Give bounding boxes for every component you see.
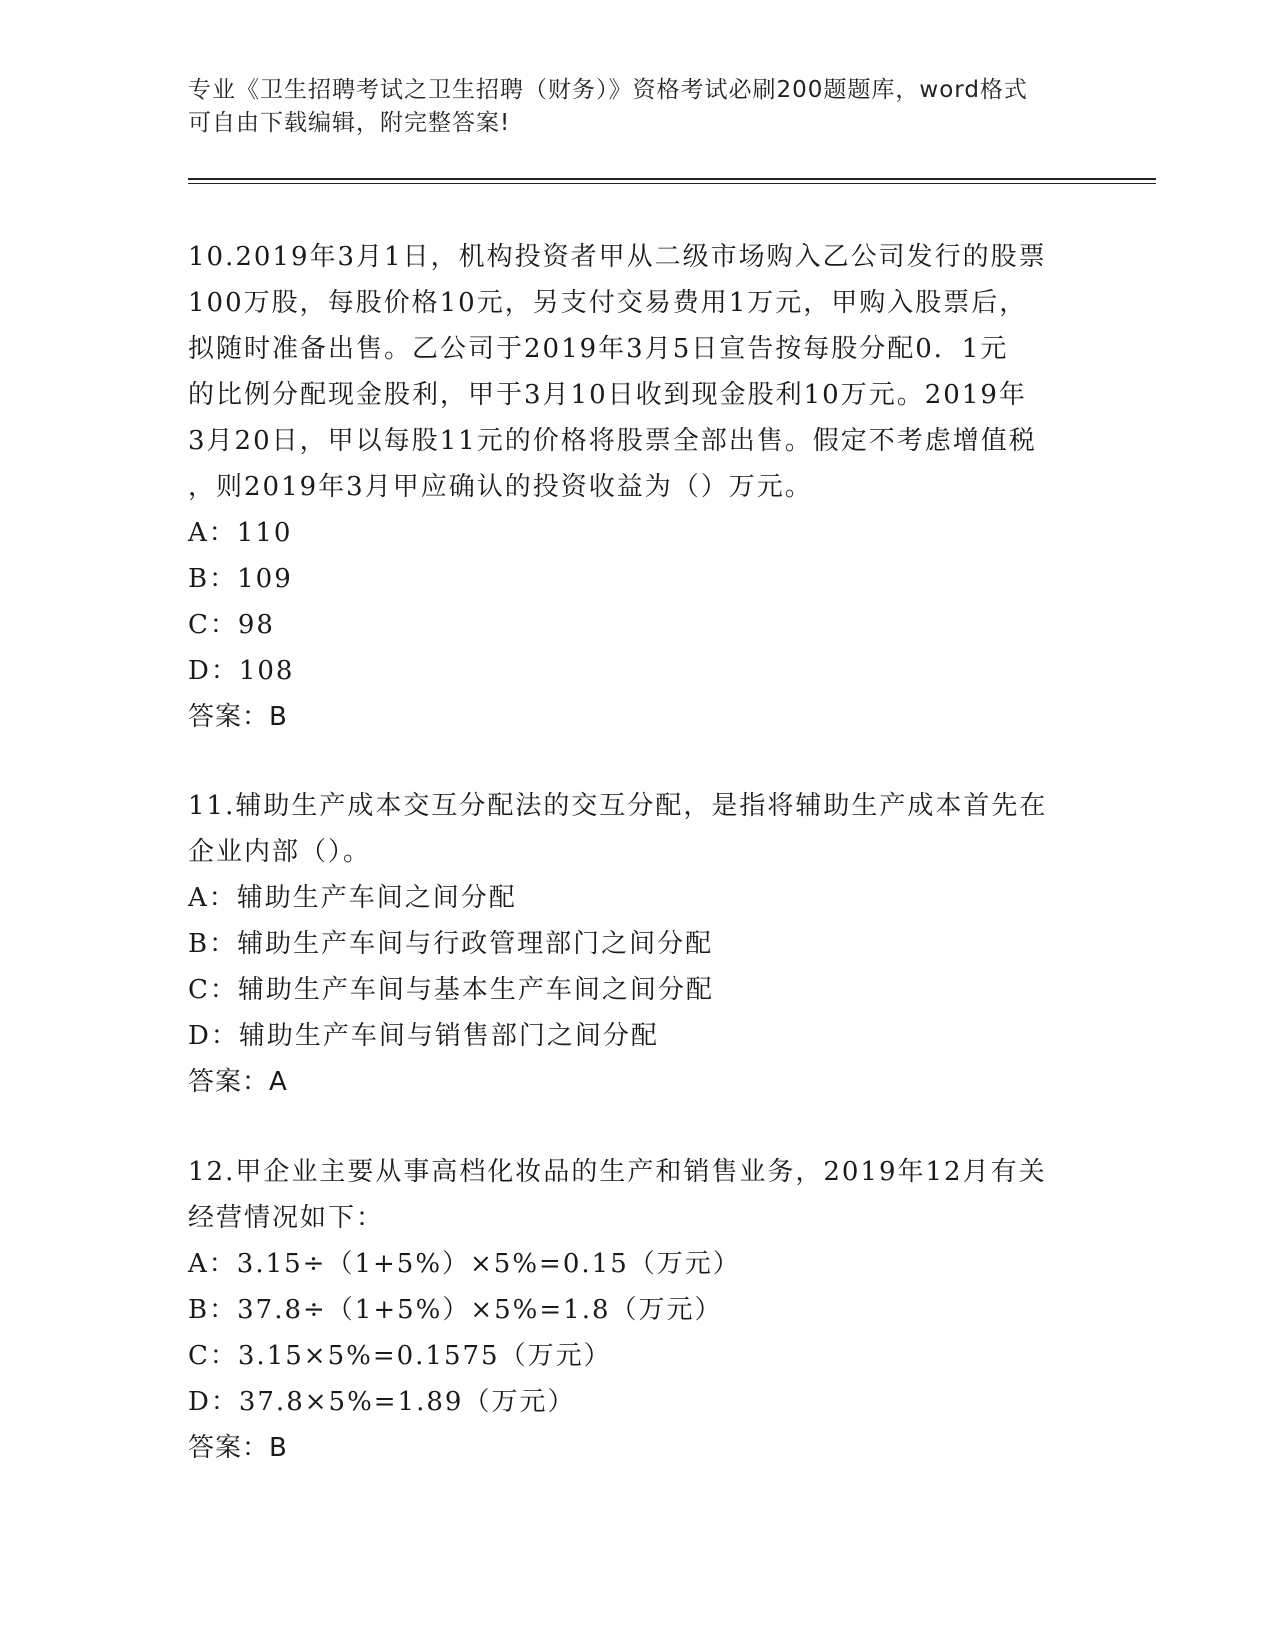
- header-line-2: 可自由下载编辑，附完整答案!: [188, 110, 511, 136]
- answer-line: 答案：B: [188, 702, 288, 732]
- header-line-1: 专业《卫生招聘考试之卫生招聘（财务）》资格考试必刷200题题库，word格式: [188, 77, 1028, 103]
- option-a: A：110: [188, 518, 293, 548]
- question-text-line: ，则2019年3月甲应确认的投资收益为（）万元。: [188, 472, 813, 502]
- question-11: [188, 783, 1088, 1105]
- question-text-line: 12.甲企业主要从事高档化妆品的生产和销售业务，2019年12月有关: [188, 1157, 1047, 1187]
- document-header: [188, 74, 1068, 140]
- header-divider-thin: [188, 183, 1156, 184]
- answer-line: 答案：A: [188, 1067, 288, 1097]
- question-text-line: 10.2019年3月1日，机构投资者甲从二级市场购入乙公司发行的股票: [188, 242, 1047, 272]
- option-b: B：109: [188, 564, 293, 594]
- option-b: B：辅助生产车间与行政管理部门之间分配: [188, 929, 714, 959]
- question-12: [188, 1149, 1088, 1471]
- answer-line: 答案：B: [188, 1433, 288, 1463]
- question-text-line: 拟随时准备出售。乙公司于2019年3月5日宣告按每股分配0．1元: [188, 334, 1009, 364]
- option-c: C：辅助生产车间与基本生产车间之间分配: [188, 975, 714, 1005]
- question-text-line: 3月20日，甲以每股11元的价格将股票全部出售。假定不考虑增值税: [188, 426, 1037, 456]
- option-b: B：37.8÷（1+5%）×5%=1.8（万元）: [188, 1295, 723, 1325]
- question-text-line: 经营情况如下：: [188, 1203, 385, 1233]
- option-a: A：辅助生产车间之间分配: [188, 883, 517, 913]
- option-c: C：3.15×5%=0.1575（万元）: [188, 1341, 612, 1371]
- question-text-line: 100万股，每股价格10元，另支付交易费用1万元，甲购入股票后，: [188, 288, 1028, 318]
- question-text-line: 的比例分配现金股利，甲于3月10日收到现金股利10万元。2019年: [188, 380, 1027, 410]
- question-text-line: 企业内部（）。: [188, 837, 372, 867]
- question-text-line: 11.辅助生产成本交互分配法的交互分配，是指将辅助生产成本首先在: [188, 791, 1048, 821]
- option-d: D：37.8×5%=1.89（万元）: [188, 1387, 576, 1417]
- option-a: A：3.15÷（1+5%）×5%=0.15（万元）: [188, 1249, 741, 1279]
- option-c: C：98: [188, 610, 275, 640]
- option-d: D：108: [188, 656, 295, 686]
- question-10: [188, 234, 1088, 740]
- header-divider-thick: [188, 178, 1156, 180]
- option-d: D：辅助生产车间与销售部门之间分配: [188, 1021, 659, 1051]
